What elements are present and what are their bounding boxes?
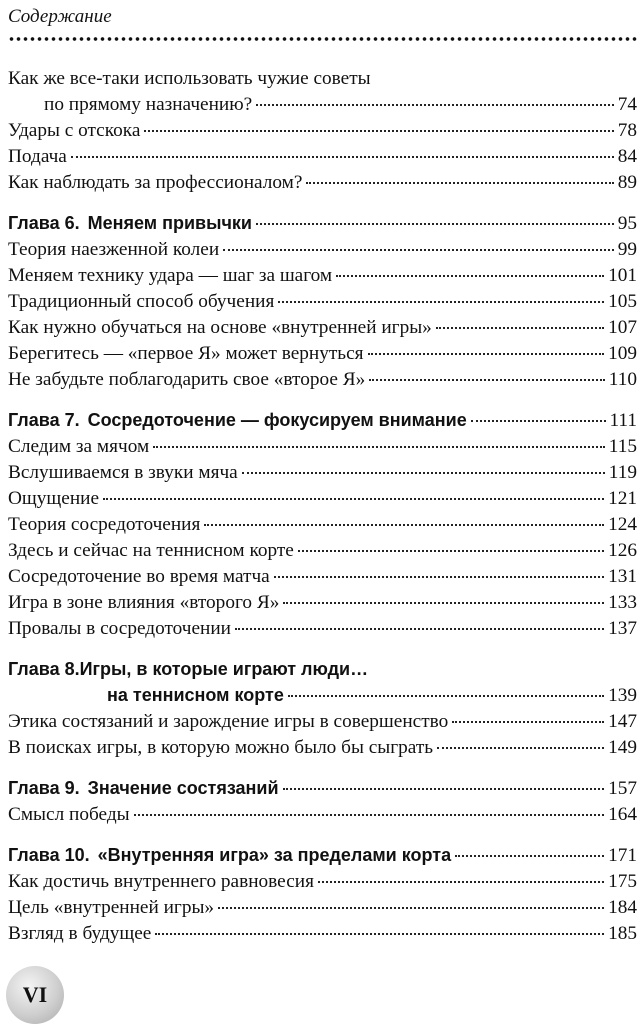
entry-title: Провалы в сосредоточении xyxy=(8,618,232,639)
dot-leader xyxy=(306,182,613,184)
entry-title: Подача xyxy=(8,146,67,167)
toc-entry[interactable] xyxy=(8,289,637,315)
entry-title: Игра в зоне влияния «второго Я» xyxy=(8,592,280,613)
dot-leader xyxy=(144,130,613,132)
chapter-label: Глава 9. xyxy=(8,778,80,798)
entry-page-number: 95 xyxy=(617,213,637,234)
entry-title: Здесь и сейчас на теннисном корте xyxy=(8,540,294,561)
entry-page-number: 184 xyxy=(608,897,637,918)
entry-page-number: 133 xyxy=(608,592,637,613)
entry-title: Берегитесь — «первое Я» может вернуться xyxy=(8,343,364,364)
dot-leader xyxy=(71,156,614,158)
page-number-badge xyxy=(6,966,64,1024)
entry-page-number: 171 xyxy=(608,845,637,866)
entry-page-number: 78 xyxy=(617,120,637,141)
dot-leader xyxy=(298,550,604,552)
entry-title: Как наблюдать за профессионалом? xyxy=(8,172,303,193)
dot-leader xyxy=(204,524,604,526)
entry-title: Сосредоточение — фокусируем внимание xyxy=(87,410,467,430)
dot-leader xyxy=(336,275,604,277)
entry-page-number: 101 xyxy=(608,265,637,286)
toc-entry[interactable] xyxy=(8,512,637,538)
dot-leader xyxy=(437,747,604,749)
toc-entry[interactable] xyxy=(8,315,637,341)
entry-page-number: 115 xyxy=(608,436,637,457)
entry-title: Вслушиваемся в звуки мяча xyxy=(8,462,238,483)
dot-leader xyxy=(155,933,604,935)
dotted-rule xyxy=(8,36,637,42)
entry-title: Значение состязаний xyxy=(87,778,279,798)
dot-leader xyxy=(471,420,606,422)
dot-leader xyxy=(256,223,614,225)
table-of-contents xyxy=(8,66,637,947)
toc-entry[interactable] xyxy=(8,118,637,144)
entry-title: Сосредоточение во время матча xyxy=(8,566,270,587)
entry-page-number: 74 xyxy=(617,94,637,115)
dot-leader xyxy=(274,576,604,578)
toc-entry[interactable] xyxy=(8,460,637,486)
toc-entry[interactable] xyxy=(8,538,637,564)
entry-continuation xyxy=(8,682,637,709)
toc-entry[interactable] xyxy=(8,802,637,828)
dot-leader xyxy=(452,721,604,723)
dot-leader xyxy=(223,249,614,251)
entry-page-number: 119 xyxy=(608,462,637,483)
toc-entry[interactable] xyxy=(8,66,637,118)
toc-entry[interactable] xyxy=(8,486,637,512)
toc-entry[interactable] xyxy=(8,263,637,289)
toc-entry[interactable] xyxy=(8,616,637,642)
entry-page-number: 164 xyxy=(608,804,637,825)
entry-page-number: 126 xyxy=(608,540,637,561)
dot-leader xyxy=(256,104,614,106)
chapter-label: Глава 7. xyxy=(8,410,80,430)
chapter-label: Глава 10. xyxy=(8,845,90,865)
toc-entry[interactable] xyxy=(8,341,637,367)
toc-entry[interactable] xyxy=(8,564,637,590)
dot-leader xyxy=(103,498,604,500)
entry-page-number: 84 xyxy=(617,146,637,167)
toc-entry[interactable] xyxy=(8,590,637,616)
entry-page-number: 124 xyxy=(608,514,637,535)
chapter-heading-line xyxy=(8,656,637,682)
entry-title: Теория сосредоточения xyxy=(8,514,201,535)
entry-page-number: 175 xyxy=(608,871,637,892)
dot-leader xyxy=(369,379,605,381)
page-number: VI xyxy=(22,982,48,1007)
dot-leader xyxy=(242,472,605,474)
entry-title-continued: по прямому назначению? xyxy=(44,94,253,115)
dot-leader xyxy=(218,907,604,909)
entry-page-number: 137 xyxy=(608,618,637,639)
entry-page-number: 109 xyxy=(608,343,637,364)
entry-page-number: 99 xyxy=(617,239,637,260)
dot-leader xyxy=(436,327,604,329)
dot-leader xyxy=(318,881,604,883)
toc-entry[interactable] xyxy=(8,237,637,263)
entry-page-number: 185 xyxy=(608,923,637,944)
dot-leader xyxy=(288,695,604,697)
dot-leader xyxy=(153,446,605,448)
toc-chapter-entry[interactable] xyxy=(8,210,637,237)
entry-page-number: 157 xyxy=(608,778,637,799)
toc-entry[interactable] xyxy=(8,921,637,947)
dot-leader xyxy=(278,301,604,303)
toc-entry[interactable] xyxy=(8,869,637,895)
entry-page-number: 139 xyxy=(608,685,637,706)
entry-title: Этика состязаний и зарождение игры в совершенство xyxy=(8,711,449,732)
entry-title: Следим за мячом xyxy=(8,436,150,457)
entry-title: Меняем привычки xyxy=(87,213,252,233)
entry-page-number: 107 xyxy=(608,317,637,338)
entry-page-number: 105 xyxy=(608,291,637,312)
entry-title: Теория наезженной колеи xyxy=(8,239,220,260)
running-header: Содержание xyxy=(8,6,112,27)
entry-title: Смысл победы xyxy=(8,804,130,825)
toc-entry[interactable] xyxy=(8,144,637,170)
entry-title: Как достичь внутреннего равновесия xyxy=(8,871,314,892)
entry-page-number: 110 xyxy=(608,369,637,390)
entry-page-number: 131 xyxy=(608,566,637,587)
entry-title: Традиционный способ обучения xyxy=(8,291,275,312)
entry-title: Удары с отскока xyxy=(8,120,141,141)
chapter-label: Глава 6. xyxy=(8,213,80,233)
entry-page-number: 111 xyxy=(609,410,637,431)
entry-page-number: 121 xyxy=(608,488,637,509)
chapter-label: Глава 8. xyxy=(8,659,80,679)
entry-title: Не забудьте поблагодарить свое «второе Я» xyxy=(8,369,366,390)
toc-entry[interactable] xyxy=(8,367,637,393)
toc-entry[interactable] xyxy=(8,735,637,761)
entry-title: Меняем технику удара — шаг за шагом xyxy=(8,265,333,286)
entry-page-number: 149 xyxy=(608,737,637,758)
entry-continuation xyxy=(8,92,637,118)
entry-title: В поисках игры, в которую можно было бы сыграть xyxy=(8,737,434,758)
dot-leader xyxy=(235,628,604,630)
toc-entry[interactable] xyxy=(8,434,637,460)
dot-leader xyxy=(283,602,604,604)
entry-page-number: 147 xyxy=(608,711,637,732)
dot-leader xyxy=(455,855,604,857)
dot-leader xyxy=(134,814,604,816)
toc-entry[interactable] xyxy=(8,170,637,196)
toc-chapter-entry[interactable] xyxy=(8,407,637,434)
entry-title: Взгляд в будущее xyxy=(8,923,152,944)
toc-chapter-entry[interactable] xyxy=(8,656,637,709)
entry-title: Как же все-таки использовать чужие советы xyxy=(8,68,371,89)
entry-title: Ощущение xyxy=(8,488,100,509)
dot-leader xyxy=(283,788,605,790)
entry-title: Как нужно обучаться на основе «внутренней игры» xyxy=(8,317,432,338)
entry-title: Игры, в которые играют люди… xyxy=(79,659,369,679)
entry-title-continued: на теннисном корте xyxy=(107,685,284,705)
dot-leader xyxy=(368,353,605,355)
toc-chapter-entry[interactable] xyxy=(8,842,637,869)
toc-chapter-entry[interactable] xyxy=(8,775,637,802)
entry-title: Цель «внутренней игры» xyxy=(8,897,215,918)
toc-entry[interactable] xyxy=(8,709,637,735)
entry-page-number: 89 xyxy=(617,172,637,193)
toc-entry[interactable] xyxy=(8,895,637,921)
entry-title: «Внутренняя игра» за пределами корта xyxy=(97,845,452,865)
